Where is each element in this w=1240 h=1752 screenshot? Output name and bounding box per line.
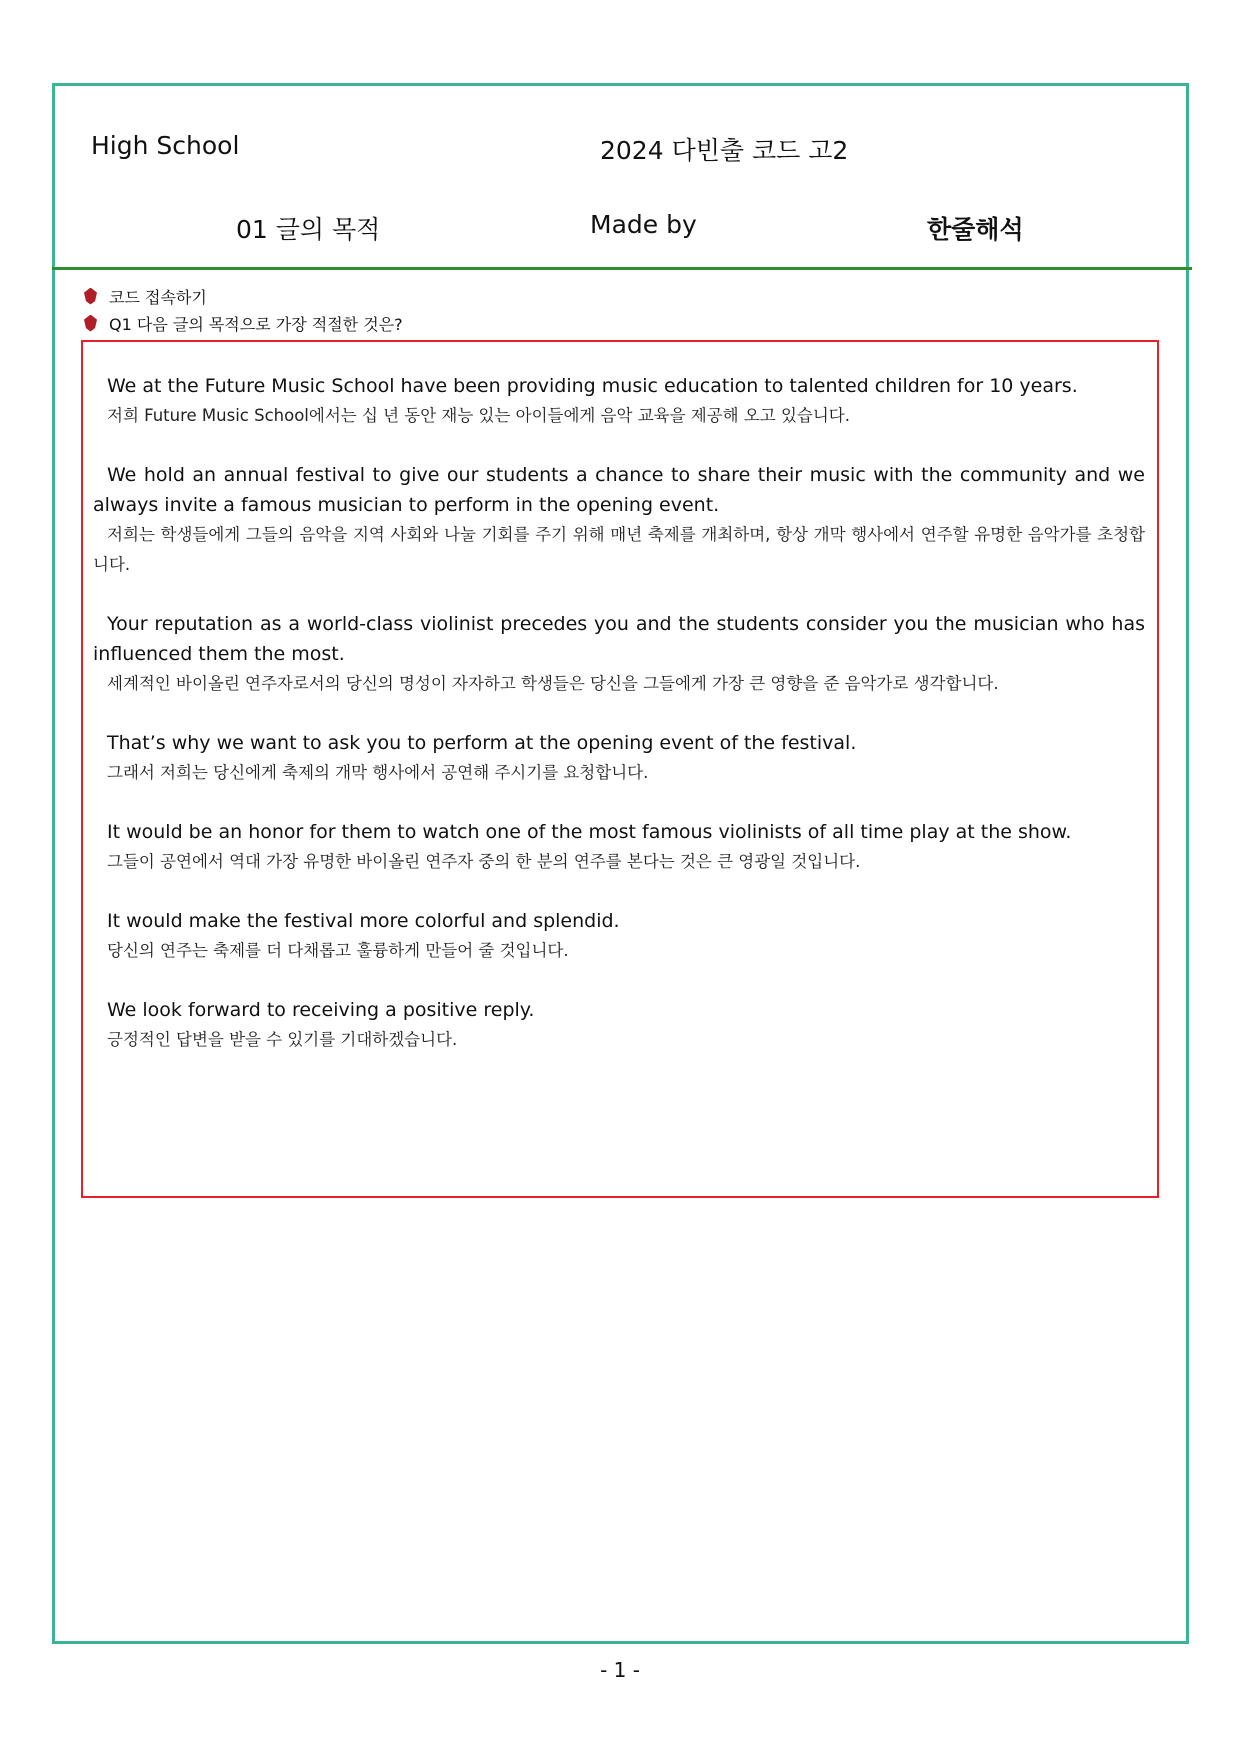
- sentence-pair: [93, 371, 1145, 431]
- bullet-icon: [84, 315, 97, 332]
- korean-translation: 세계적인 바이올린 연주자로서의 당신의 명성이 자자하고 학생들은 당신을 그들에게 가장 큰 영향을 준 음악가로 생각합니다.: [107, 674, 999, 693]
- header-title: 2024 다빈출 코드 고2: [600, 136, 849, 165]
- sentence-pair: [93, 728, 1145, 788]
- english-sentence: It would be an honor for them to watch one of the most famous violinists of all time play at the show.: [107, 821, 1072, 843]
- korean-translation: 당신의 연주는 축제를 더 다채롭고 훌륭하게 만들어 줄 것입니다.: [107, 941, 569, 960]
- page-number: - 1 -: [600, 1658, 640, 1682]
- sentence-pair: [93, 995, 1145, 1055]
- korean-translation: 저희 Future Music School에서는 십 년 동안 재능 있는 아이들에게 음악 교육을 제공해 오고 있습니다.: [107, 406, 850, 425]
- english-sentence: It would make the festival more colorful and splendid.: [107, 910, 620, 932]
- korean-translation: 그래서 저희는 당신에게 축제의 개막 행사에서 공연해 주시기를 요청합니다.: [107, 763, 649, 782]
- english-sentence: We hold an annual festival to give our students a chance to share their music with the community and we always invite a famous musician to perform in the opening event.: [93, 464, 1145, 516]
- sentence-pair: [93, 609, 1145, 699]
- bullet-icon: [84, 288, 97, 305]
- header-divider: [52, 267, 1192, 270]
- header-school: High School: [91, 131, 240, 160]
- header-brand: 한줄해석: [927, 215, 1024, 244]
- header-topic: 01 글의 목적: [236, 215, 381, 244]
- english-sentence: We look forward to receiving a positive reply.: [107, 999, 535, 1021]
- bullet-label: Q1 다음 글의 목적으로 가장 적절한 것은?: [109, 314, 403, 334]
- passage: [93, 371, 1145, 1084]
- sentence-pair: [93, 906, 1145, 966]
- bullet-label: 코드 접속하기: [109, 287, 207, 307]
- english-sentence: That’s why we want to ask you to perform at the opening event of the festival.: [107, 732, 857, 754]
- sentence-pair: [93, 817, 1145, 877]
- sentence-pair: [93, 460, 1145, 580]
- english-sentence: Your reputation as a world-class violinist precedes you and the students consider you the musician who has influenced them the most.: [93, 613, 1145, 665]
- bullet-question: [84, 311, 403, 335]
- korean-translation: 긍정적인 답변을 받을 수 있기를 기대하겠습니다.: [107, 1030, 458, 1049]
- header-made-by: Made by: [590, 210, 697, 239]
- korean-translation: 그들이 공연에서 역대 가장 유명한 바이올린 연주자 중의 한 분의 연주를 본다는 것은 큰 영광일 것입니다.: [107, 852, 861, 871]
- english-sentence: We at the Future Music School have been providing music education to talented children for 10 years.: [107, 375, 1078, 397]
- bullet-code-access[interactable]: [84, 284, 207, 308]
- korean-translation: 저희는 학생들에게 그들의 음악을 지역 사회와 나눌 기회를 주기 위해 매년 축제를 개최하며, 항상 개막 행사에서 연주할 유명한 음악가를 초청합니다.: [93, 525, 1145, 574]
